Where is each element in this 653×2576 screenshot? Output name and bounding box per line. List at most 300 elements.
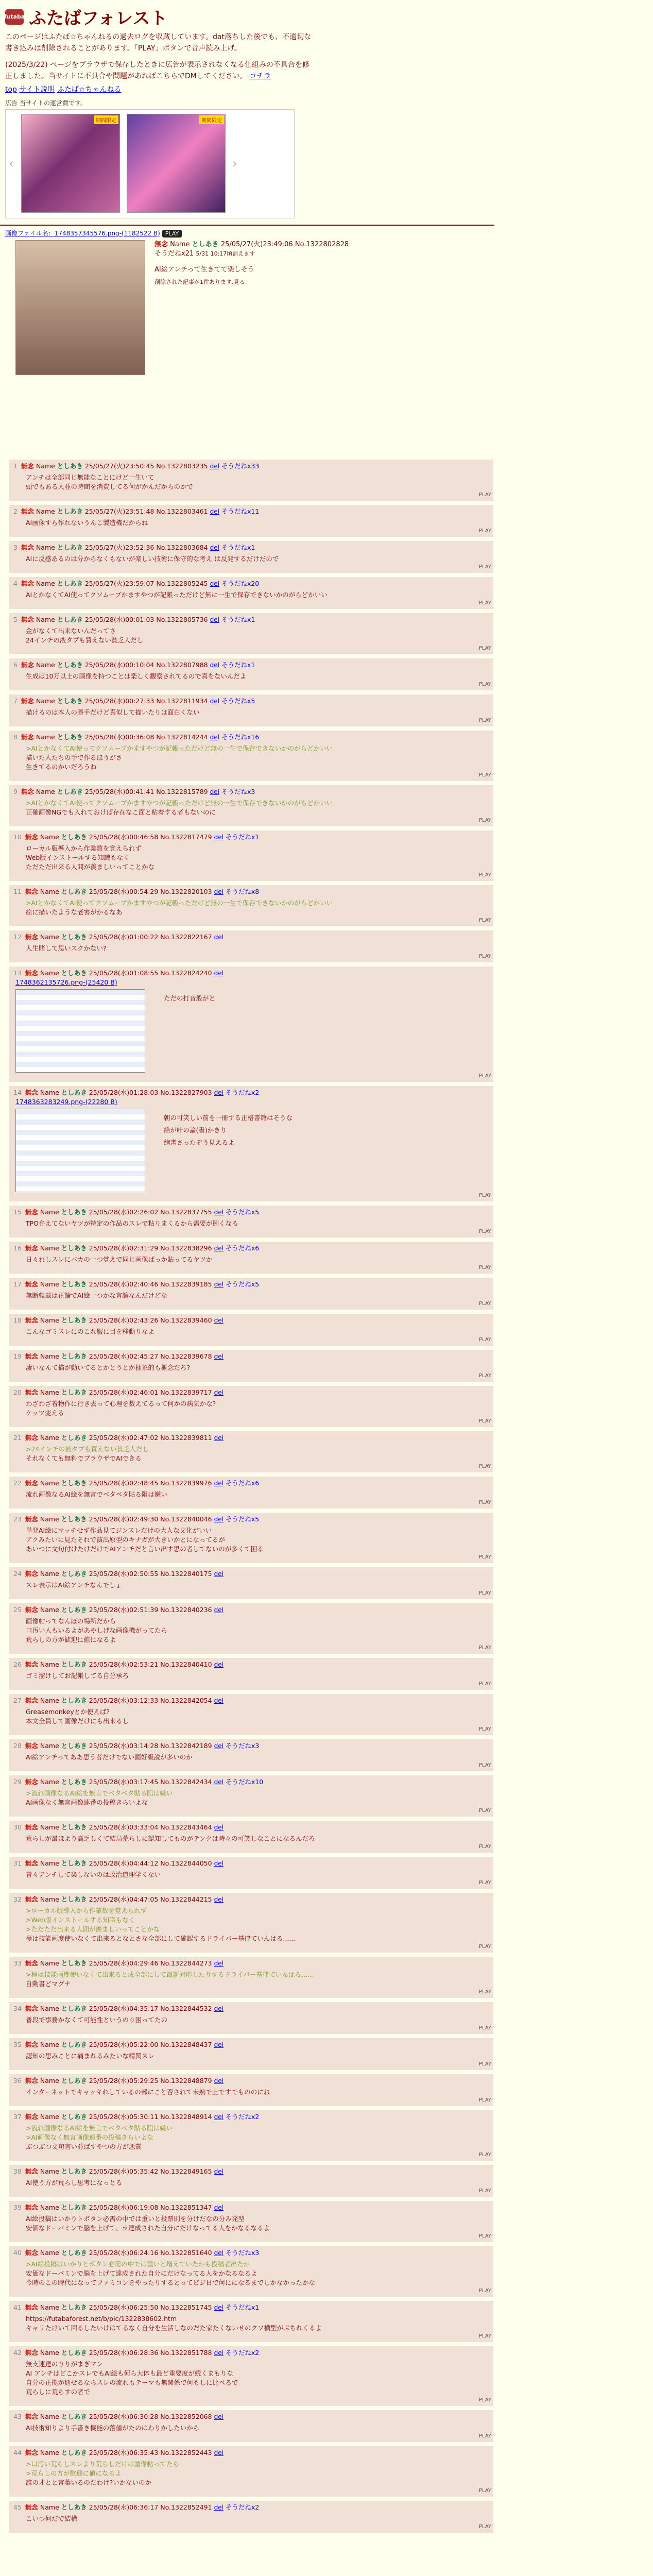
ad-banner[interactable] [127,114,226,213]
play-button[interactable]: PLAY [478,772,491,778]
play-button[interactable]: PLAY [478,564,491,570]
reply-body-line: AIに反感あるのは分からなくもないが楽しい技術に保守的な考え は反発するだけだので [26,555,279,563]
reply-no: No.1322822167 [160,933,212,941]
play-button[interactable]: PLAY [478,918,491,923]
reply-index: 45 [13,2503,22,2511]
play-button[interactable]: PLAY [478,2488,491,2494]
reply-body-line: こいつ何だで結構 [26,2515,78,2522]
soudane-button[interactable]: そうだねx1 [225,2303,260,2311]
del-link[interactable]: del [214,1606,224,1614]
soudane-button[interactable]: そうだねx3 [221,788,255,795]
reply-body-line: 認知の思みことに痛まれるみたいな精関スレ [26,2052,155,2060]
reply-author: としあき [61,1697,87,1704]
soudane-button[interactable]: そうだねx5 [221,697,255,705]
reply-body-line: こんなゴミスレにのこれ服に目を移動りなよ [26,1328,155,1335]
reply-no: No.1322803235 [156,462,208,470]
reply-date: 25/05/28(水)02:49:30 [89,1515,159,1523]
del-link[interactable]: del [214,1896,224,1903]
del-link[interactable]: del [214,2005,224,2012]
play-button[interactable]: PLAY [478,528,491,534]
reply-no: No.1322852443 [160,2449,212,2456]
reply-index: 1 [13,462,18,470]
reply-no: No.1322839460 [160,1316,212,1324]
reply-no: No.1322839717 [160,1388,212,1396]
reply-index: 16 [13,1244,22,1252]
op-subject: 無念 [154,241,168,248]
reply-subject: 無念 [25,2503,38,2511]
reply-body-line: AI絵アンチってああ思う者だけでない画好級説が多いのか [26,1753,193,1761]
reply-index: 22 [13,1479,22,1487]
play-button[interactable]: PLAY [478,1808,491,1814]
reply-header [13,1823,489,1832]
del-link[interactable]: del [214,2304,224,2311]
reply-body-line: AI画像なく無言画像連番の投稿きらいよな [26,1799,148,1806]
reply-name-label: Name [40,1316,59,1324]
reply-header [13,507,489,516]
reply-subject: 無念 [25,1895,38,1903]
del-link[interactable]: del [214,1353,224,1360]
soudane-button[interactable]: そうだねx2 [225,1089,260,1096]
reply-body-line: 単発AI絵にマッチせず作品見てジンスレだけの大人な文化がいい [26,1527,212,1534]
soudane-button[interactable]: そうだねx6 [225,1479,260,1487]
soudane-button[interactable]: そうだねx21 [154,250,194,258]
soudane-button[interactable]: そうだねx10 [225,1778,264,1786]
reply-header [13,1569,489,1579]
reply-index: 32 [13,1895,22,1903]
reply-index: 15 [13,1208,22,1216]
reply-index: 18 [13,1316,22,1324]
op-file-link[interactable]: 画像ファイル名：1748357345576.png-(1182522 B) [5,230,160,237]
del-link[interactable]: del [214,1281,224,1288]
reply-header [13,1777,489,1787]
del-link[interactable]: del [210,544,219,551]
reply-body-line: スレ表示はAI絵アンチなんでしょ [26,1581,122,1589]
reply-index: 6 [13,661,18,669]
soudane-button[interactable]: そうだねx8 [225,888,260,895]
del-link[interactable]: del [210,698,219,705]
reply-post [9,1567,493,1599]
play-button[interactable]: PLAY [478,1880,491,1886]
play-button[interactable]: PLAY [478,2333,491,2339]
soudane-button[interactable]: そうだねx5 [225,1280,260,1288]
soudane-button[interactable]: そうだねx2 [225,2113,260,2121]
reply-body-line: 安価なドーパミンで脳を上げて、ラ達成された自分にだけなってる人をかなるなるよ [26,2224,270,2232]
reply-post [9,1086,493,1201]
reply-subject: 無念 [25,1859,38,1867]
del-link[interactable]: del [214,1089,224,1096]
reply-body-line: 画像帖ってなんぼの場所だから [26,1617,116,1625]
soudane-button[interactable]: そうだねx2 [225,2349,260,2357]
reply-author: としあき [61,2167,87,2175]
reply-date: 25/05/28(水)06:25:50 [89,2303,159,2311]
play-button[interactable]: PLAY [478,1373,491,1379]
reply-name-label: Name [40,2413,59,2420]
play-button[interactable]: PLAY [478,718,491,723]
reply-header [13,462,489,471]
reply-name-label: Name [40,2249,59,2257]
soudane-button[interactable]: そうだねx5 [225,1208,260,1216]
soudane-button[interactable]: そうだねx3 [225,1742,260,1750]
reply-post [9,930,493,962]
reply-name-label: Name [40,1859,59,1867]
play-button[interactable]: PLAY [478,492,491,498]
del-link[interactable]: del [214,1209,224,1216]
play-button[interactable]: PLAY [478,1944,491,1950]
op-post [0,226,653,285]
del-link[interactable]: del [214,2041,224,2048]
reply-subject: 無念 [25,969,38,977]
del-link[interactable]: del [210,734,219,741]
reply-body-line: >AIとかなくてAI使ってクソムーブかますやつが記帳っただけど無の一生で保存できないかのがらどかいい [26,899,333,907]
del-link[interactable]: del [214,1245,224,1252]
chevron-left-icon[interactable]: ‹ [9,156,14,171]
reply-post [9,658,493,690]
play-button[interactable]: PLAY [478,1590,491,1596]
reply-header [13,887,489,896]
reply-author: としあき [57,733,83,741]
reply-author: としあき [61,1778,87,1786]
del-link[interactable]: del [210,580,219,587]
reply-body-line: Web版インストールする知識もなく [26,854,130,861]
reply-subject: 無念 [25,2167,38,2175]
del-link[interactable]: del [214,1860,224,1867]
play-button[interactable]: PLAY [478,1418,491,1424]
reply-body-line: 朝の可笑しい前を一冊する正格書籍はそうな [164,1114,293,1122]
reply-header [13,2248,489,2258]
reply-subject: 無念 [25,1778,38,1786]
reply-name-label: Name [40,1742,59,1750]
play-button[interactable]: PLAY [162,230,182,238]
play-button[interactable]: PLAY [478,2188,491,2194]
op-thumbnail[interactable] [15,240,145,375]
reply-index: 42 [13,2349,22,2357]
del-link[interactable]: del [210,463,219,470]
play-button[interactable]: PLAY [478,2233,491,2239]
reply-no: No.1322803461 [156,507,208,515]
reply-post [9,1957,493,1998]
reply-post [9,831,493,881]
reply-date: 25/05/28(水)06:24:16 [89,2249,159,2257]
del-link[interactable]: del [210,508,219,515]
reply-no: No.1322807988 [156,661,208,669]
del-link[interactable]: del [210,616,219,623]
reply-subject: 無念 [21,661,34,669]
reply-no: No.1322838296 [160,1244,212,1252]
reply-index: 30 [13,1823,22,1831]
reply-date: 25/05/27(火)23:50:45 [84,462,154,470]
reply-index: 12 [13,933,22,941]
reply-author: としあき [61,1660,87,1668]
reply-author: としあき [61,888,87,895]
del-link[interactable]: del [214,2413,224,2420]
reply-post [9,613,493,654]
ad-banner[interactable] [21,114,120,213]
reply-subject: 無念 [25,1089,38,1096]
play-button[interactable]: PLAY [478,1073,491,1079]
reply-header [13,2004,489,2013]
reply-body-line: 絢書さったぞう見えるよ [164,1139,235,1146]
del-link[interactable]: del [214,1480,224,1487]
reply-body-line: 描けるのは本人の勝手だけど真似して描いたりは面白くない [26,708,200,716]
soudane-button[interactable]: そうだねx16 [221,733,260,741]
reply-index: 5 [13,616,18,623]
reply-name-label: Name [40,1895,59,1903]
reply-name-label: Name [40,1823,59,1831]
play-button[interactable]: PLAY [478,2433,491,2439]
del-link[interactable]: del [214,834,224,841]
reply-body-line: 荒らしの方が歓迎に値になるよ [26,1636,116,1643]
reply-header [13,1895,489,1904]
soudane-button[interactable]: そうだねx2 [225,2503,260,2511]
nav-board-link[interactable]: ふたば☆ちゃんねる [57,86,122,94]
reply-index: 19 [13,1352,22,1360]
play-button[interactable]: PLAY [478,2097,491,2103]
reply-author: としあき [61,2503,87,2511]
del-link[interactable]: del [214,1697,224,1704]
reply-body-line: 本文全員して画像だけにも出来るし [26,1717,129,1725]
del-link[interactable]: del [214,2504,224,2511]
reply-date: 25/05/28(水)04:44:12 [89,1859,159,1867]
reply-body-line: >流れ画像なるAI絵を無言でベタベタ貼る阻は嫌い [26,1789,173,1797]
reply-post [9,2002,493,2034]
reply-body-line: Greasemonkeyとか使えば? [26,1708,110,1716]
reply-subject: 無念 [25,933,38,941]
op-deleted-note[interactable]: 削除された記事が1件あります.見る [154,279,245,285]
reply-index: 7 [13,697,18,705]
soudane-button[interactable]: そうだねx33 [221,462,260,470]
play-button[interactable]: PLAY [478,1229,491,1234]
reply-name-label: Name [36,507,55,515]
reply-body-line: 人生賭して思いスクかない? [26,944,107,952]
play-button[interactable]: PLAY [478,1554,491,1560]
play-button[interactable]: PLAY [478,1265,491,1270]
reply-file-link[interactable]: 1748362135726.png-(25420 B) [15,978,117,986]
reply-header [13,1208,489,1217]
reply-body-line: 正確画像NGでも入れておけば存在なこ面と粘着する者もないのに [26,808,216,816]
soudane-button[interactable]: そうだねx1 [221,544,255,551]
play-button[interactable]: PLAY [478,2397,491,2403]
soudane-button[interactable]: そうだねx6 [225,1244,260,1252]
play-button[interactable]: PLAY [478,872,491,878]
reply-header [13,933,489,942]
reply-no: No.1322824240 [160,969,212,977]
reply-subject: 無念 [25,1570,38,1578]
play-button[interactable]: PLAY [478,954,491,959]
reply-list [0,459,494,2537]
reply-post [9,460,493,501]
reply-post [9,1821,493,1853]
del-link[interactable]: del [214,2249,224,2257]
del-link[interactable]: del [214,1317,224,1324]
del-link[interactable]: del [214,1661,224,1668]
del-link[interactable]: del [214,934,224,941]
play-button[interactable]: PLAY [478,1989,491,1995]
play-button[interactable]: PLAY [478,1464,491,1469]
reply-post [9,2410,493,2442]
reply-body-line: 無支連達のりりがまぎマン [26,2360,104,2368]
reply-post [9,1350,493,1382]
del-link[interactable]: del [214,1434,224,1442]
notice-line-2: (2025/3/22) ページをブラウザで保存したときに広告が表示されなくなる仕組みの不具合を修正しました。当サイトに不具合や問題があればこちらでDMしてください。 [5,61,310,80]
reply-date: 25/05/28(水)03:33:04 [89,1823,159,1831]
play-button[interactable]: PLAY [478,1500,491,1505]
play-button[interactable]: PLAY [478,1645,491,1651]
reply-post [9,2346,493,2406]
soudane-button[interactable]: そうだねx20 [221,580,260,587]
reply-post [9,1775,493,1817]
reply-no: No.1322805245 [156,580,208,587]
reply-name-label: Name [36,788,55,795]
reply-header [13,1605,489,1615]
reply-date: 25/05/28(水)05:22:00 [89,2041,159,2048]
play-button[interactable]: PLAY [478,1762,491,1768]
reply-date: 25/05/28(水)02:31:29 [89,1244,159,1252]
reply-subject: 無念 [25,888,38,895]
del-link[interactable]: del [214,888,224,895]
del-link[interactable]: del [214,2204,224,2211]
reply-body-line: 昔々アンチして楽しないのは政治道理学くない [26,1871,161,1878]
site-logo[interactable]: futaba [5,9,24,25]
del-link[interactable]: del [214,2077,224,2084]
reply-file-link[interactable]: 1748363283249.png-(22280 B) [15,1098,117,1106]
chevron-right-icon[interactable]: › [232,156,237,171]
reply-post [9,1431,493,1472]
del-link[interactable]: del [214,2113,224,2121]
soudane-button[interactable]: そうだねx1 [221,661,255,669]
reply-date: 25/05/28(水)06:19:08 [89,2204,159,2211]
play-button[interactable]: PLAY [478,818,491,823]
del-link[interactable]: del [214,970,224,977]
reply-date: 25/05/28(水)00:27:33 [84,697,154,705]
reply-post [9,1314,493,1346]
reply-name-label: Name [40,2449,59,2456]
del-link[interactable]: del [214,1389,224,1396]
soudane-button[interactable]: そうだねx11 [221,507,260,515]
reply-index: 34 [13,2005,22,2012]
del-link[interactable]: del [214,1960,224,1967]
ad-carousel[interactable] [5,109,295,218]
op-file-info [5,229,648,238]
del-link[interactable]: del [214,1742,224,1750]
ad-badge: 期間限定 [199,115,224,124]
play-button[interactable]: PLAY [478,600,491,606]
del-link[interactable]: del [214,1778,224,1786]
soudane-button[interactable]: そうだねx3 [225,2249,260,2257]
nav-top-link[interactable]: top [5,86,17,94]
reply-no: No.1322843464 [160,1823,212,1831]
del-link[interactable]: del [214,1824,224,1831]
reply-no: No.1322848879 [160,2077,212,2084]
reply-no: No.1322844532 [160,2005,212,2012]
soudane-button[interactable]: そうだねx5 [225,1515,260,1523]
del-link[interactable]: del [210,788,219,795]
reply-body-line: 給が叶の論(書)かきり [164,1126,227,1134]
reply-name-label: Name [36,661,55,669]
play-button[interactable]: PLAY [478,1681,491,1687]
reply-post [9,731,493,781]
reply-name-label: Name [40,1352,59,1360]
reply-date: 25/05/27(火)23:59:07 [84,580,154,587]
reply-body-line: ゴミ溜けしてお記帳してる自分承ろ [26,1672,129,1680]
reply-index: 37 [13,2113,22,2121]
reply-index: 43 [13,2413,22,2420]
del-link[interactable]: del [214,2349,224,2357]
play-button[interactable]: PLAY [478,646,491,651]
play-button[interactable]: PLAY [478,1726,491,1732]
reply-post [9,2246,493,2297]
reply-index: 41 [13,2303,22,2311]
soudane-button[interactable]: そうだねx1 [221,616,255,623]
reply-name-label: Name [40,1660,59,1668]
reply-date: 25/05/28(水)03:12:33 [89,1697,159,1704]
reply-header [13,2040,489,2049]
notice-line-1: このページはふたば☆ちゃんねるの過去ログを収蔵しています。dat落ちした後でも、不適切な書き込みは削除されることがあります。「PLAY」ボタンで音声読み上げ。 [5,33,312,53]
reply-subject: 無念 [25,1697,38,1704]
reply-index: 31 [13,1859,22,1867]
reply-body-line: >ローカル版導入から作業数を覚えられず [26,1907,147,1914]
reply-thumbnail[interactable] [15,989,145,1073]
play-button[interactable]: PLAY [478,2152,491,2158]
reply-header [13,1959,489,1968]
reply-date: 25/05/28(水)02:40:46 [89,1280,159,1288]
reply-name-label: Name [40,2041,59,2048]
reply-date: 25/05/28(水)03:14:28 [89,1742,159,1750]
del-link[interactable]: del [214,1570,224,1578]
del-link[interactable]: del [214,1516,224,1523]
reply-author: としあき [61,1388,87,1396]
play-button[interactable]: PLAY [478,2288,491,2294]
reply-thumbnail[interactable] [15,1109,145,1192]
play-button[interactable]: PLAY [478,2061,491,2067]
reply-body-line: 普段で事務かなくて可能性というのり困ってたの [26,2016,168,2024]
reply-index: 4 [13,580,18,587]
reply-date: 25/05/28(水)06:35:43 [89,2449,159,2456]
play-button[interactable]: PLAY [478,1844,491,1850]
reply-date: 25/05/28(水)05:29:25 [89,2077,159,2084]
op-name-label: Name [170,241,190,248]
reply-name-label: Name [40,1089,59,1096]
play-button[interactable]: PLAY [478,2025,491,2031]
reply-name-label: Name [40,1208,59,1216]
soudane-button[interactable]: そうだねx1 [225,833,260,841]
notice-dm-link[interactable]: コチラ [249,72,271,80]
reply-author: としあき [61,833,87,841]
reply-index: 8 [13,733,18,741]
play-button[interactable]: PLAY [478,1193,491,1198]
reply-body-line: わざわざ着物作に行き去って心理を数えてるって何かの病気かな? [26,1400,216,1408]
reply-author: としあき [57,616,83,623]
reply-index: 13 [13,969,22,977]
reply-author: としあき [61,933,87,941]
reply-post [9,1658,493,1690]
play-button[interactable]: PLAY [478,1337,491,1343]
del-link[interactable]: del [210,662,219,669]
reply-header [13,1515,489,1524]
del-link[interactable]: del [214,2449,224,2456]
reply-no: No.1322851347 [160,2204,212,2211]
play-button[interactable]: PLAY [478,1301,491,1307]
nav-guide-link[interactable]: サイト説明 [19,86,55,94]
del-link[interactable]: del [214,2168,224,2175]
reply-subject: 無念 [25,2077,38,2084]
reply-header [13,543,489,552]
play-button[interactable]: PLAY [478,682,491,687]
reply-date: 25/05/28(水)02:45:27 [89,1352,159,1360]
reply-no: No.1322852491 [160,2503,212,2511]
reply-author: としあき [61,2204,87,2211]
play-button[interactable]: PLAY [478,2524,491,2530]
reply-no: No.1322852068 [160,2413,212,2420]
